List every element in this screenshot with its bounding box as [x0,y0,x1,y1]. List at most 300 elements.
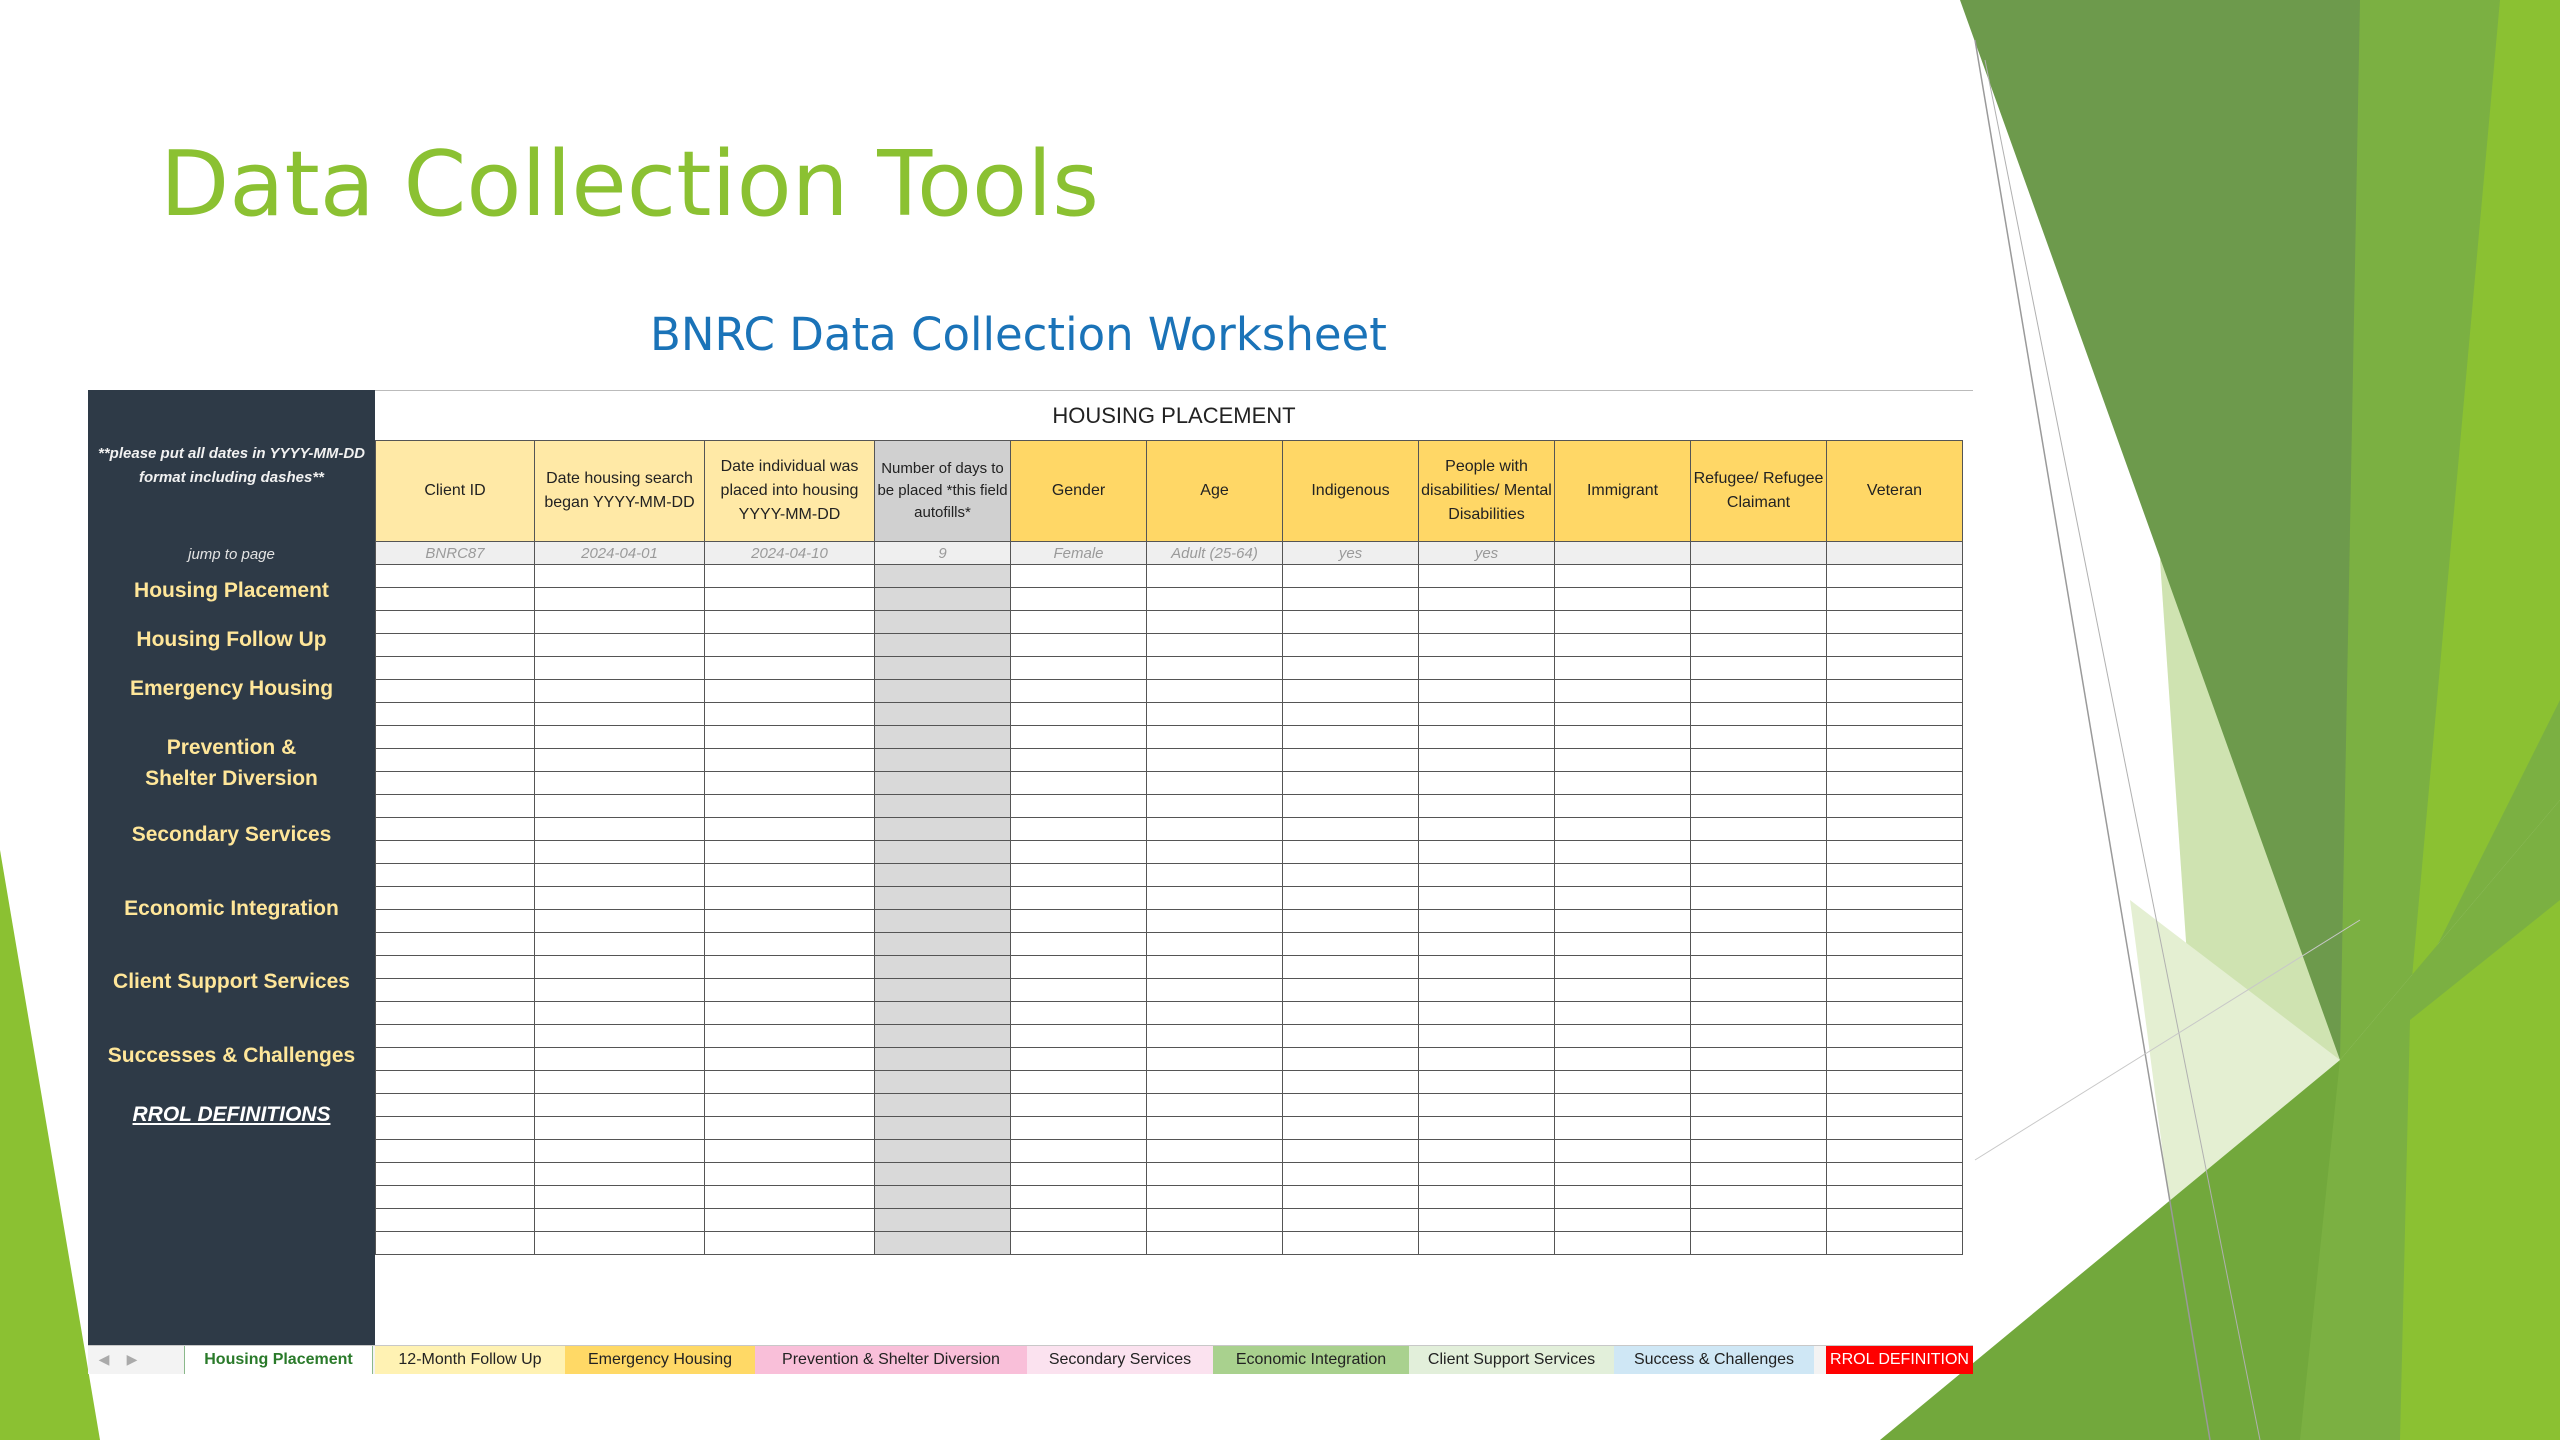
table-cell[interactable] [1283,956,1419,979]
table-cell[interactable] [535,749,705,772]
table-cell[interactable] [1011,611,1147,634]
table-cell[interactable] [1147,933,1283,956]
table-cell[interactable] [1011,979,1147,1002]
table-cell[interactable] [1419,1163,1555,1186]
table-cell[interactable] [535,680,705,703]
table-cell[interactable] [1011,749,1147,772]
table-cell[interactable] [1147,818,1283,841]
table-cell[interactable] [705,1140,875,1163]
table-cell[interactable] [535,841,705,864]
table-cell[interactable] [1419,657,1555,680]
table-cell[interactable] [1283,910,1419,933]
table-cell[interactable] [1827,772,1963,795]
table-cell[interactable] [1555,680,1691,703]
table-cell[interactable] [875,933,1011,956]
table-cell[interactable] [535,1209,705,1232]
table-cell[interactable] [1283,703,1419,726]
table-cell[interactable] [1147,841,1283,864]
table-cell[interactable] [1011,703,1147,726]
table-cell[interactable] [1011,818,1147,841]
nav-link-client-support-services[interactable]: Client Support Services [113,970,350,993]
table-cell[interactable] [875,1232,1011,1255]
table-cell[interactable] [376,1209,535,1232]
table-cell[interactable] [1011,841,1147,864]
table-cell[interactable] [1147,1071,1283,1094]
table-cell[interactable] [875,1002,1011,1025]
table-cell[interactable] [1011,1209,1147,1232]
example-cell[interactable]: 2024-04-10 [705,542,875,565]
table-cell[interactable] [1827,818,1963,841]
table-cell[interactable] [1555,772,1691,795]
table-cell[interactable] [1555,818,1691,841]
table-cell[interactable] [1011,956,1147,979]
table-cell[interactable] [1283,611,1419,634]
table-cell[interactable] [1283,749,1419,772]
table-cell[interactable] [1827,1048,1963,1071]
table-cell[interactable] [1419,1140,1555,1163]
table-cell[interactable] [1283,818,1419,841]
table-cell[interactable] [1283,1209,1419,1232]
table-cell[interactable] [875,818,1011,841]
table-cell[interactable] [1827,634,1963,657]
table-cell[interactable] [1555,1025,1691,1048]
table-cell[interactable] [376,841,535,864]
table-cell[interactable] [376,657,535,680]
table-cell[interactable] [705,1071,875,1094]
table-cell[interactable] [1147,611,1283,634]
table-cell[interactable] [1147,956,1283,979]
table-cell[interactable] [376,680,535,703]
table-cell[interactable] [1283,1186,1419,1209]
table-cell[interactable] [1691,795,1827,818]
table-cell[interactable] [1691,1232,1827,1255]
table-cell[interactable] [1419,703,1555,726]
table-cell[interactable] [1011,933,1147,956]
table-cell[interactable] [1827,680,1963,703]
table-cell[interactable] [1419,634,1555,657]
table-cell[interactable] [1283,1025,1419,1048]
table-cell[interactable] [1147,1186,1283,1209]
table-cell[interactable] [1147,864,1283,887]
table-cell[interactable] [875,841,1011,864]
example-cell[interactable]: Female [1011,542,1147,565]
table-cell[interactable] [1555,979,1691,1002]
table-cell[interactable] [535,818,705,841]
table-cell[interactable] [1147,1117,1283,1140]
table-cell[interactable] [1827,1094,1963,1117]
table-cell[interactable] [1147,772,1283,795]
table-cell[interactable] [875,1117,1011,1140]
table-cell[interactable] [1011,634,1147,657]
table-cell[interactable] [1827,795,1963,818]
table-cell[interactable] [1555,634,1691,657]
table-cell[interactable] [1691,887,1827,910]
table-cell[interactable] [705,565,875,588]
table-cell[interactable] [535,956,705,979]
table-cell[interactable] [1283,1094,1419,1117]
tab-emergency-housing[interactable]: Emergency Housing [565,1346,755,1374]
tab-rrol-definitions[interactable]: RROL DEFINITION [1826,1346,1973,1374]
table-cell[interactable] [1147,1140,1283,1163]
table-cell[interactable] [1283,588,1419,611]
table-cell[interactable] [1011,657,1147,680]
table-cell[interactable] [376,634,535,657]
table-cell[interactable] [1419,1002,1555,1025]
table-cell[interactable] [1555,795,1691,818]
table-cell[interactable] [1555,749,1691,772]
table-cell[interactable] [1419,979,1555,1002]
table-cell[interactable] [705,1209,875,1232]
table-cell[interactable] [705,795,875,818]
table-cell[interactable] [1691,1209,1827,1232]
table-cell[interactable] [1147,1025,1283,1048]
table-cell[interactable] [1419,1094,1555,1117]
table-cell[interactable] [1147,887,1283,910]
table-cell[interactable] [1691,1094,1827,1117]
table-cell[interactable] [1283,657,1419,680]
table-cell[interactable] [875,864,1011,887]
table-cell[interactable] [376,588,535,611]
table-cell[interactable] [705,726,875,749]
table-cell[interactable] [1147,1002,1283,1025]
table-cell[interactable] [535,588,705,611]
table-cell[interactable] [1283,565,1419,588]
table-cell[interactable] [705,887,875,910]
table-cell[interactable] [535,887,705,910]
table-cell[interactable] [1147,1209,1283,1232]
table-cell[interactable] [376,933,535,956]
table-cell[interactable] [1555,1071,1691,1094]
table-cell[interactable] [705,680,875,703]
table-cell[interactable] [1555,1117,1691,1140]
example-cell[interactable] [1555,542,1691,565]
table-cell[interactable] [1283,841,1419,864]
nav-link-rrol-definitions[interactable]: RROL DEFINITIONS [132,1103,331,1126]
table-cell[interactable] [1555,565,1691,588]
table-cell[interactable] [1555,657,1691,680]
table-cell[interactable] [1827,657,1963,680]
table-cell[interactable] [1283,1048,1419,1071]
table-cell[interactable] [875,1140,1011,1163]
table-cell[interactable] [1147,910,1283,933]
table-cell[interactable] [705,864,875,887]
table-cell[interactable] [1827,1071,1963,1094]
table-cell[interactable] [875,1025,1011,1048]
table-cell[interactable] [376,979,535,1002]
table-cell[interactable] [705,772,875,795]
table-cell[interactable] [376,1163,535,1186]
table-cell[interactable] [535,910,705,933]
table-cell[interactable] [1555,1094,1691,1117]
table-cell[interactable] [1283,726,1419,749]
table-cell[interactable] [1419,749,1555,772]
table-cell[interactable] [1283,634,1419,657]
table-cell[interactable] [1147,588,1283,611]
tab-scroll-left-icon[interactable]: ◀ [98,1352,110,1368]
table-cell[interactable] [1827,1002,1963,1025]
table-cell[interactable] [705,910,875,933]
table-cell[interactable] [1011,772,1147,795]
table-cell[interactable] [1011,1232,1147,1255]
tab-client-support-services[interactable]: Client Support Services [1409,1346,1614,1374]
table-cell[interactable] [1691,979,1827,1002]
table-cell[interactable] [1691,818,1827,841]
table-cell[interactable] [1147,1094,1283,1117]
table-cell[interactable] [705,1186,875,1209]
table-cell[interactable] [376,1117,535,1140]
table-cell[interactable] [1827,588,1963,611]
table-cell[interactable] [705,1002,875,1025]
table-cell[interactable] [1691,1025,1827,1048]
table-cell[interactable] [1691,864,1827,887]
table-cell[interactable] [1691,841,1827,864]
table-cell[interactable] [1283,795,1419,818]
table-cell[interactable] [705,979,875,1002]
nav-link-economic-integration[interactable]: Economic Integration [124,897,339,920]
table-cell[interactable] [875,979,1011,1002]
table-cell[interactable] [1827,841,1963,864]
example-cell[interactable]: 2024-04-01 [535,542,705,565]
table-cell[interactable] [875,795,1011,818]
table-cell[interactable] [1147,657,1283,680]
table-cell[interactable] [1691,611,1827,634]
table-cell[interactable] [1011,795,1147,818]
table-cell[interactable] [1555,887,1691,910]
table-cell[interactable] [1011,1025,1147,1048]
table-cell[interactable] [1555,956,1691,979]
table-cell[interactable] [535,979,705,1002]
table-cell[interactable] [1691,933,1827,956]
table-cell[interactable] [1419,795,1555,818]
table-cell[interactable] [1691,1117,1827,1140]
table-cell[interactable] [875,1163,1011,1186]
table-cell[interactable] [875,1209,1011,1232]
example-cell[interactable] [1827,542,1963,565]
table-cell[interactable] [1147,726,1283,749]
table-cell[interactable] [376,749,535,772]
table-cell[interactable] [376,1232,535,1255]
table-cell[interactable] [535,795,705,818]
table-cell[interactable] [875,588,1011,611]
table-cell[interactable] [1283,1232,1419,1255]
table-cell[interactable] [705,1232,875,1255]
table-cell[interactable] [875,1048,1011,1071]
table-cell[interactable] [1691,1048,1827,1071]
table-cell[interactable] [1419,726,1555,749]
table-cell[interactable] [376,1002,535,1025]
table-cell[interactable] [376,887,535,910]
table-cell[interactable] [875,772,1011,795]
table-cell[interactable] [535,1163,705,1186]
table-cell[interactable] [1691,565,1827,588]
table-cell[interactable] [875,611,1011,634]
table-cell[interactable] [376,910,535,933]
table-cell[interactable] [1827,1232,1963,1255]
table-cell[interactable] [535,565,705,588]
table-cell[interactable] [1147,1163,1283,1186]
table-cell[interactable] [1827,1025,1963,1048]
table-cell[interactable] [1691,657,1827,680]
table-cell[interactable] [875,657,1011,680]
nav-link-emergency-housing[interactable]: Emergency Housing [129,677,334,700]
table-cell[interactable] [1283,864,1419,887]
table-cell[interactable] [1691,703,1827,726]
table-cell[interactable] [1147,1232,1283,1255]
table-cell[interactable] [1691,1186,1827,1209]
tab-success-challenges[interactable]: Success & Challenges [1614,1346,1814,1374]
table-cell[interactable] [376,1140,535,1163]
table-cell[interactable] [875,1071,1011,1094]
table-cell[interactable] [1147,795,1283,818]
table-cell[interactable] [1283,1117,1419,1140]
table-cell[interactable] [1011,1140,1147,1163]
table-cell[interactable] [1283,1071,1419,1094]
table-cell[interactable] [1555,1048,1691,1071]
table-cell[interactable] [376,864,535,887]
table-cell[interactable] [1827,933,1963,956]
table-cell[interactable] [875,703,1011,726]
table-cell[interactable] [875,887,1011,910]
table-cell[interactable] [376,1094,535,1117]
example-cell[interactable]: yes [1419,542,1555,565]
table-cell[interactable] [1555,726,1691,749]
table-cell[interactable] [376,611,535,634]
table-cell[interactable] [1691,1163,1827,1186]
table-cell[interactable] [1011,1002,1147,1025]
table-cell[interactable] [1555,1232,1691,1255]
table-cell[interactable] [705,1163,875,1186]
table-cell[interactable] [535,1094,705,1117]
table-cell[interactable] [705,611,875,634]
table-cell[interactable] [1011,588,1147,611]
table-cell[interactable] [376,1048,535,1071]
table-cell[interactable] [376,772,535,795]
table-cell[interactable] [1555,1163,1691,1186]
table-cell[interactable] [1419,818,1555,841]
table-cell[interactable] [1283,1163,1419,1186]
table-cell[interactable] [1011,1186,1147,1209]
table-cell[interactable] [1419,611,1555,634]
table-cell[interactable] [1691,1071,1827,1094]
table-cell[interactable] [1419,887,1555,910]
tab-economic-integration[interactable]: Economic Integration [1213,1346,1409,1374]
table-cell[interactable] [1827,887,1963,910]
table-cell[interactable] [1011,1117,1147,1140]
table-cell[interactable] [875,726,1011,749]
table-cell[interactable] [1419,680,1555,703]
table-cell[interactable] [535,864,705,887]
nav-link-prevention-shelter-diversion[interactable]: Prevention & Shelter Diversion [145,736,318,790]
table-cell[interactable] [875,1094,1011,1117]
table-cell[interactable] [705,588,875,611]
table-cell[interactable] [705,657,875,680]
table-cell[interactable] [535,1048,705,1071]
table-cell[interactable] [1691,634,1827,657]
table-cell[interactable] [1283,887,1419,910]
table-cell[interactable] [1691,772,1827,795]
table-cell[interactable] [1691,680,1827,703]
table-cell[interactable] [1827,611,1963,634]
table-cell[interactable] [1419,565,1555,588]
table-cell[interactable] [535,1140,705,1163]
table-cell[interactable] [1691,910,1827,933]
table-cell[interactable] [1555,703,1691,726]
table-cell[interactable] [705,749,875,772]
table-cell[interactable] [875,749,1011,772]
table-cell[interactable] [1011,565,1147,588]
table-cell[interactable] [1827,1209,1963,1232]
table-cell[interactable] [535,657,705,680]
table-cell[interactable] [1555,611,1691,634]
table-cell[interactable] [705,1048,875,1071]
table-cell[interactable] [1827,726,1963,749]
table-cell[interactable] [1827,565,1963,588]
table-cell[interactable] [1147,634,1283,657]
table-cell[interactable] [875,680,1011,703]
table-cell[interactable] [1827,749,1963,772]
table-cell[interactable] [1419,1071,1555,1094]
table-cell[interactable] [1011,726,1147,749]
table-cell[interactable] [705,1025,875,1048]
table-cell[interactable] [1555,1209,1691,1232]
table-cell[interactable] [1555,933,1691,956]
table-cell[interactable] [1011,1163,1147,1186]
table-cell[interactable] [376,1071,535,1094]
table-cell[interactable] [1827,956,1963,979]
table-cell[interactable] [1555,841,1691,864]
table-cell[interactable] [376,565,535,588]
table-cell[interactable] [376,703,535,726]
table-cell[interactable] [705,703,875,726]
table-cell[interactable] [376,1025,535,1048]
table-cell[interactable] [875,1186,1011,1209]
table-cell[interactable] [1147,1048,1283,1071]
table-cell[interactable] [535,634,705,657]
table-cell[interactable] [1147,703,1283,726]
table-cell[interactable] [1827,864,1963,887]
tab-housing-placement[interactable]: Housing Placement [184,1346,373,1374]
table-cell[interactable] [376,818,535,841]
table-cell[interactable] [1283,1140,1419,1163]
table-cell[interactable] [1419,841,1555,864]
table-cell[interactable] [1419,1048,1555,1071]
tab-prevention-shelter-diversion[interactable]: Prevention & Shelter Diversion [755,1346,1027,1374]
table-cell[interactable] [1419,864,1555,887]
table-cell[interactable] [1827,703,1963,726]
table-cell[interactable] [1011,1048,1147,1071]
table-cell[interactable] [705,634,875,657]
table-cell[interactable] [535,772,705,795]
table-cell[interactable] [1691,588,1827,611]
table-cell[interactable] [1691,726,1827,749]
table-cell[interactable] [1011,864,1147,887]
example-cell[interactable] [1691,542,1827,565]
table-cell[interactable] [535,1232,705,1255]
table-cell[interactable] [1419,588,1555,611]
table-cell[interactable] [1283,772,1419,795]
table-cell[interactable] [875,956,1011,979]
table-cell[interactable] [1011,910,1147,933]
table-cell[interactable] [1419,1232,1555,1255]
table-cell[interactable] [535,726,705,749]
table-cell[interactable] [535,611,705,634]
example-cell[interactable]: 9 [875,542,1011,565]
nav-link-housing-follow-up[interactable]: Housing Follow Up [136,628,327,651]
table-cell[interactable] [535,1025,705,1048]
table-cell[interactable] [1283,1002,1419,1025]
table-cell[interactable] [535,1002,705,1025]
table-cell[interactable] [1555,588,1691,611]
